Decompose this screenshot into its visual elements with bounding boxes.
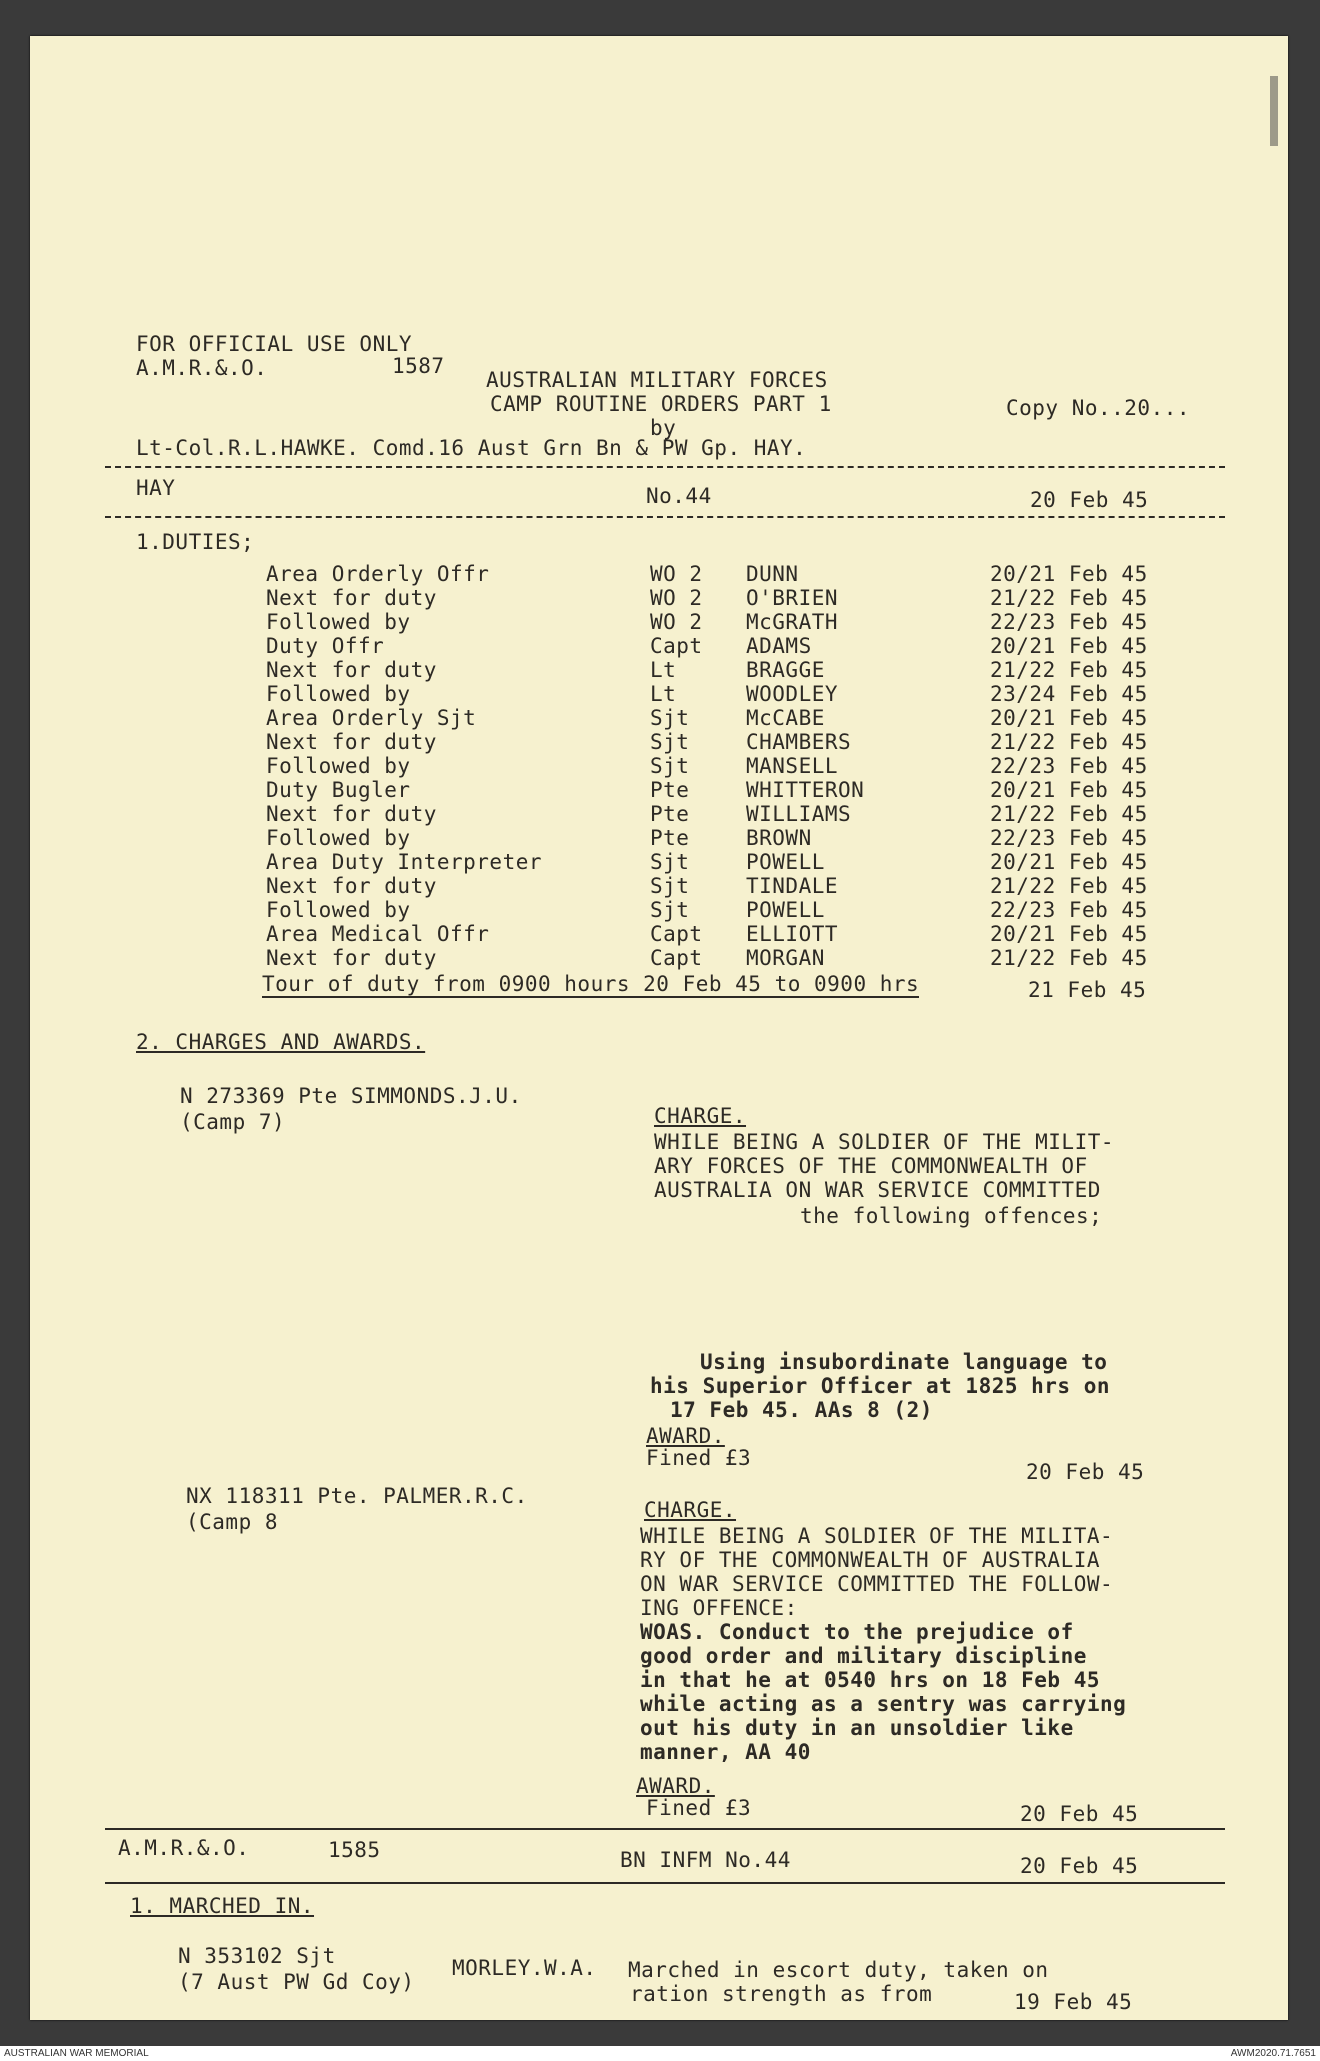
part2-date: 20 Feb 45: [1020, 1854, 1139, 1878]
case2-charge-line: RY OF THE COMMONWEALTH OF AUSTRALIA: [640, 1548, 1101, 1572]
duty-dates: 23/24 Feb 45: [990, 682, 1148, 706]
duty-rank: Sjt: [650, 898, 690, 922]
case1-charge-line: ARY FORCES OF THE COMMONWEALTH OF: [654, 1154, 1088, 1178]
duty-rank: Capt: [650, 922, 703, 946]
part2-amro: A.M.R.&.O.: [118, 1836, 250, 1860]
duty-rank: WO 2: [650, 610, 703, 634]
duty-dates: 22/23 Feb 45: [990, 898, 1148, 922]
case2-charge-line: WHILE BEING A SOLDIER OF THE MILITA-: [640, 1524, 1114, 1548]
case1-award: Fined £3: [646, 1446, 752, 1470]
duty-rank: Lt: [650, 682, 677, 706]
by-label: by: [650, 416, 677, 440]
case1-charge-line: AUSTRALIA ON WAR SERVICE COMMITTED: [654, 1178, 1101, 1202]
duty-rank: Pte: [650, 826, 690, 850]
duty-dates: 21/22 Feb 45: [990, 586, 1148, 610]
copy-number: Copy No..20...: [1006, 396, 1191, 420]
tour-of-duty: Tour of duty from 0900 hours 20 Feb 45 to 0900 hrs: [262, 972, 920, 996]
case2-camp: (Camp 8: [186, 1510, 279, 1534]
divider: [105, 516, 1225, 518]
case1-charge-label: CHARGE.: [654, 1104, 747, 1128]
duty-role: Followed by: [266, 826, 411, 850]
duty-name: POWELL: [746, 898, 825, 922]
case2-id: NX 118311 Pte. PALMER.R.C.: [186, 1484, 528, 1508]
duty-name: CHAMBERS: [746, 730, 852, 754]
duty-role: Area Orderly Offr: [266, 562, 490, 586]
duty-role: Next for duty: [266, 802, 437, 826]
duty-role: Area Orderly Sjt: [266, 706, 477, 730]
duty-dates: 21/22 Feb 45: [990, 802, 1148, 826]
duty-dates: 20/21 Feb 45: [990, 778, 1148, 802]
duty-rank: Sjt: [650, 874, 690, 898]
duty-name: McGRATH: [746, 610, 839, 634]
duty-rank: Sjt: [650, 730, 690, 754]
duty-role: Next for duty: [266, 946, 437, 970]
case2-charge-line: while acting as a sentry was carrying: [640, 1692, 1127, 1716]
case2-charge-line: manner, AA 40: [640, 1740, 811, 1764]
duty-rank: WO 2: [650, 562, 703, 586]
divider: [105, 1828, 1225, 1830]
duty-dates: 21/22 Feb 45: [990, 874, 1148, 898]
duty-rank: Lt: [650, 658, 677, 682]
duty-name: WOODLEY: [746, 682, 839, 706]
duty-role: Next for duty: [266, 586, 437, 610]
commander-line: Lt-Col.R.L.HAWKE. Comd.16 Aust Grn Bn & PW Gp. HAY.: [136, 436, 807, 460]
duty-name: MORGAN: [746, 946, 825, 970]
tour-end-date: 21 Feb 45: [1028, 978, 1147, 1002]
order-date: 20 Feb 45: [1030, 488, 1149, 512]
orders-title: CAMP ROUTINE ORDERS PART 1: [490, 392, 832, 416]
case1-charge-line: WHILE BEING A SOLDIER OF THE MILIT-: [654, 1130, 1115, 1154]
place: HAY: [136, 476, 176, 500]
footer-right: AWM2020.71.7651: [1230, 2048, 1316, 2059]
document-page: [30, 36, 1288, 2020]
marched-in-heading: 1. MARCHED IN.: [130, 1894, 315, 1918]
duty-dates: 21/22 Feb 45: [990, 658, 1148, 682]
duty-role: Followed by: [266, 754, 411, 778]
duty-name: BRAGGE: [746, 658, 825, 682]
case1-award-label: AWARD.: [646, 1424, 725, 1448]
charges-heading: 2. CHARGES AND AWARDS.: [136, 1030, 426, 1054]
marched-in-date: 19 Feb 45: [1014, 1990, 1133, 2014]
marched-in-text: Marched in escort duty, taken on: [628, 1958, 1049, 1982]
official-use-label: FOR OFFICIAL USE ONLY: [136, 332, 413, 356]
duty-name: DUNN: [746, 562, 799, 586]
duty-dates: 22/23 Feb 45: [990, 754, 1148, 778]
case1-id: N 273369 Pte SIMMONDS.J.U.: [180, 1084, 522, 1108]
part2-title: BN INFM No.44: [620, 1848, 791, 1872]
duty-name: ELLIOTT: [746, 922, 839, 946]
duty-rank: Capt: [650, 946, 703, 970]
duty-name: WHITTERON: [746, 778, 865, 802]
part2-amro-number: 1585: [328, 1838, 381, 1862]
duty-rank: Sjt: [650, 706, 690, 730]
amro-number: 1587: [392, 354, 445, 378]
case2-charge-line: ON WAR SERVICE COMMITTED THE FOLLOW-: [640, 1572, 1114, 1596]
org-title: AUSTRALIAN MILITARY FORCES: [486, 368, 828, 392]
case1-offence-line: 17 Feb 45. AAs 8 (2): [670, 1398, 933, 1422]
duty-rank: Pte: [650, 778, 690, 802]
duty-rank: Capt: [650, 634, 703, 658]
duty-dates: 22/23 Feb 45: [990, 826, 1148, 850]
marched-in-text: ration strength as from: [630, 1982, 933, 2006]
duty-dates: 20/21 Feb 45: [990, 634, 1148, 658]
case2-charge-line: WOAS. Conduct to the prejudice of: [640, 1620, 1074, 1644]
duty-name: BROWN: [746, 826, 812, 850]
case2-charge-line: good order and military discipline: [640, 1644, 1087, 1668]
case2-award-label: AWARD.: [636, 1774, 715, 1798]
case2-award: Fined £3: [646, 1796, 752, 1820]
duty-rank: Sjt: [650, 850, 690, 874]
case2-charge-line: in that he at 0540 hrs on 18 Feb 45: [640, 1668, 1101, 1692]
punch-mark: [1270, 76, 1278, 146]
duty-role: Area Duty Interpreter: [266, 850, 543, 874]
duty-role: Followed by: [266, 898, 411, 922]
duty-dates: 22/23 Feb 45: [990, 610, 1148, 634]
case1-date: 20 Feb 45: [1026, 1460, 1145, 1484]
case1-charge-line: the following offences;: [800, 1204, 1103, 1228]
duty-name: McCABE: [746, 706, 825, 730]
marched-in-name: MORLEY.W.A.: [452, 1956, 597, 1980]
case2-charge-line: ING OFFENCE:: [640, 1596, 798, 1620]
duty-dates: 21/22 Feb 45: [990, 730, 1148, 754]
duty-dates: 20/21 Feb 45: [990, 562, 1148, 586]
duty-dates: 20/21 Feb 45: [990, 850, 1148, 874]
duty-rank: Pte: [650, 802, 690, 826]
duty-name: ADAMS: [746, 634, 812, 658]
amro-label: A.M.R.&.O.: [136, 356, 268, 380]
duty-name: MANSELL: [746, 754, 839, 778]
duty-name: WILLIAMS: [746, 802, 852, 826]
duty-role: Duty Offr: [266, 634, 385, 658]
duty-rank: Sjt: [650, 754, 690, 778]
duty-role: Next for duty: [266, 730, 437, 754]
footer-left: AUSTRALIAN WAR MEMORIAL: [4, 2048, 149, 2059]
case2-charge-line: out his duty in an unsoldier like: [640, 1716, 1074, 1740]
duty-role: Duty Bugler: [266, 778, 411, 802]
case2-date: 20 Feb 45: [1020, 1802, 1139, 1826]
marched-in-unit: (7 Aust PW Gd Coy): [178, 1970, 415, 1994]
duty-name: TINDALE: [746, 874, 839, 898]
marched-in-id: N 353102 Sjt: [178, 1944, 336, 1968]
case1-offence-line: Using insubordinate language to: [700, 1350, 1108, 1374]
duty-role: Area Medical Offr: [266, 922, 490, 946]
duty-rank: WO 2: [650, 586, 703, 610]
duty-role: Followed by: [266, 682, 411, 706]
case1-camp: (Camp 7): [180, 1110, 286, 1134]
duty-role: Next for duty: [266, 658, 437, 682]
duty-role: Next for duty: [266, 874, 437, 898]
divider: [105, 1882, 1225, 1884]
archive-footer: [0, 2046, 1320, 2061]
duty-dates: 20/21 Feb 45: [990, 922, 1148, 946]
duty-role: Followed by: [266, 610, 411, 634]
case2-charge-label: CHARGE.: [644, 1498, 737, 1522]
duties-heading: 1.DUTIES;: [136, 530, 255, 554]
case1-offence-line: his Superior Officer at 1825 hrs on: [650, 1374, 1111, 1398]
duty-name: POWELL: [746, 850, 825, 874]
divider: [105, 466, 1225, 468]
duty-dates: 21/22 Feb 45: [990, 946, 1148, 970]
duty-dates: 20/21 Feb 45: [990, 706, 1148, 730]
duty-name: O'BRIEN: [746, 586, 839, 610]
order-number: No.44: [646, 484, 712, 508]
